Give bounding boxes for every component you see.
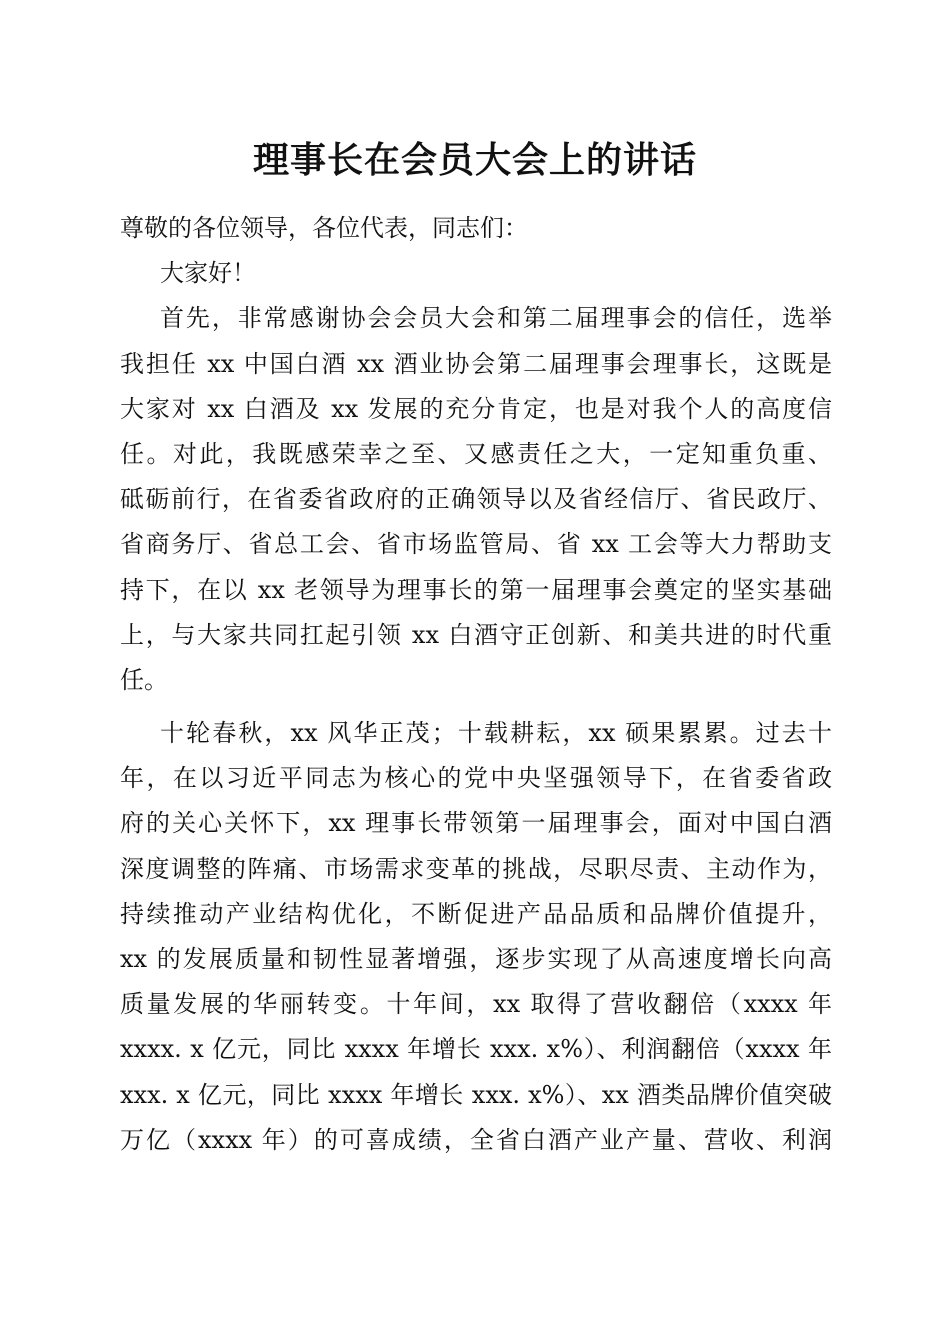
paragraph-line: xx 的发展质量和韧性显著增强，逐步实现了从高速度增长向高 <box>120 945 832 973</box>
paragraph-line: 我担任 xx 中国白酒 xx 酒业协会第二届理事会理事长，这既是 <box>120 349 832 378</box>
salutation: 尊敬的各位领导，各位代表，同志们： <box>120 214 528 242</box>
page-title: 理事长在会员大会上的讲话 <box>252 139 697 181</box>
paragraph-line: 首先，非常感谢协会会员大会和第二届理事会的信任，选举 <box>160 304 832 333</box>
greeting: 大家好！ <box>160 259 256 288</box>
paragraph-line: 省商务厅、省总工会、省市场监管局、省 xx 工会等大力帮助支 <box>120 530 832 559</box>
paragraph-line: 深度调整的阵痛、市场需求变革的挑战，尽职尽责、主动作为， <box>120 854 832 883</box>
paragraph-line: 质量发展的华丽转变。十年间，xx 取得了营收翻倍（xxxx 年 <box>120 990 832 1019</box>
paragraph-line: xxx. x 亿元，同比 xxxx 年增长 xxx. x%）、xx 酒类品牌价值突破 <box>120 1080 832 1109</box>
paragraph-line: 砥砺前行，在省委省政府的正确领导以及省经信厅、省民政厅、 <box>120 485 832 514</box>
paragraph-line: 年，在以习近平同志为核心的党中央坚强领导下，在省委省政 <box>120 764 832 793</box>
paragraph-line: 大家对 xx 白酒及 xx 发展的充分肯定，也是对我个人的高度信 <box>120 394 832 423</box>
speech-body <box>120 206 832 1163</box>
paragraph-line: 十轮春秋，xx 风华正茂；十载耕耘，xx 硕果累累。过去十 <box>160 719 832 748</box>
paragraph-line: xxxx. x 亿元，同比 xxxx 年增长 xxx. x%）、利润翻倍（xxxx 年 <box>120 1035 832 1064</box>
paragraph-line: 持下，在以 xx 老领导为理事长的第一届理事会奠定的坚实基础 <box>120 575 832 604</box>
paragraph-line: 府的关心关怀下，xx 理事长带领第一届理事会，面对中国白酒 <box>120 809 832 838</box>
paragraph-line: 持续推动产业结构优化，不断促进产品品质和品牌价值提升， <box>120 899 832 928</box>
paragraph-line: 任。对此，我既感荣幸之至、又感责任之大，一定知重负重、 <box>120 439 832 468</box>
paragraph-gap <box>120 703 832 711</box>
paragraph-1 <box>120 296 832 703</box>
paragraph-line: 万亿（xxxx 年）的可喜成绩，全省白酒产业产量、营收、利润 <box>120 1125 832 1154</box>
paragraph-2 <box>120 711 832 1163</box>
paragraph-line: 任。 <box>120 665 168 694</box>
paragraph-line: 上，与大家共同扛起引领 xx 白酒守正创新、和美共进的时代重 <box>120 620 832 649</box>
